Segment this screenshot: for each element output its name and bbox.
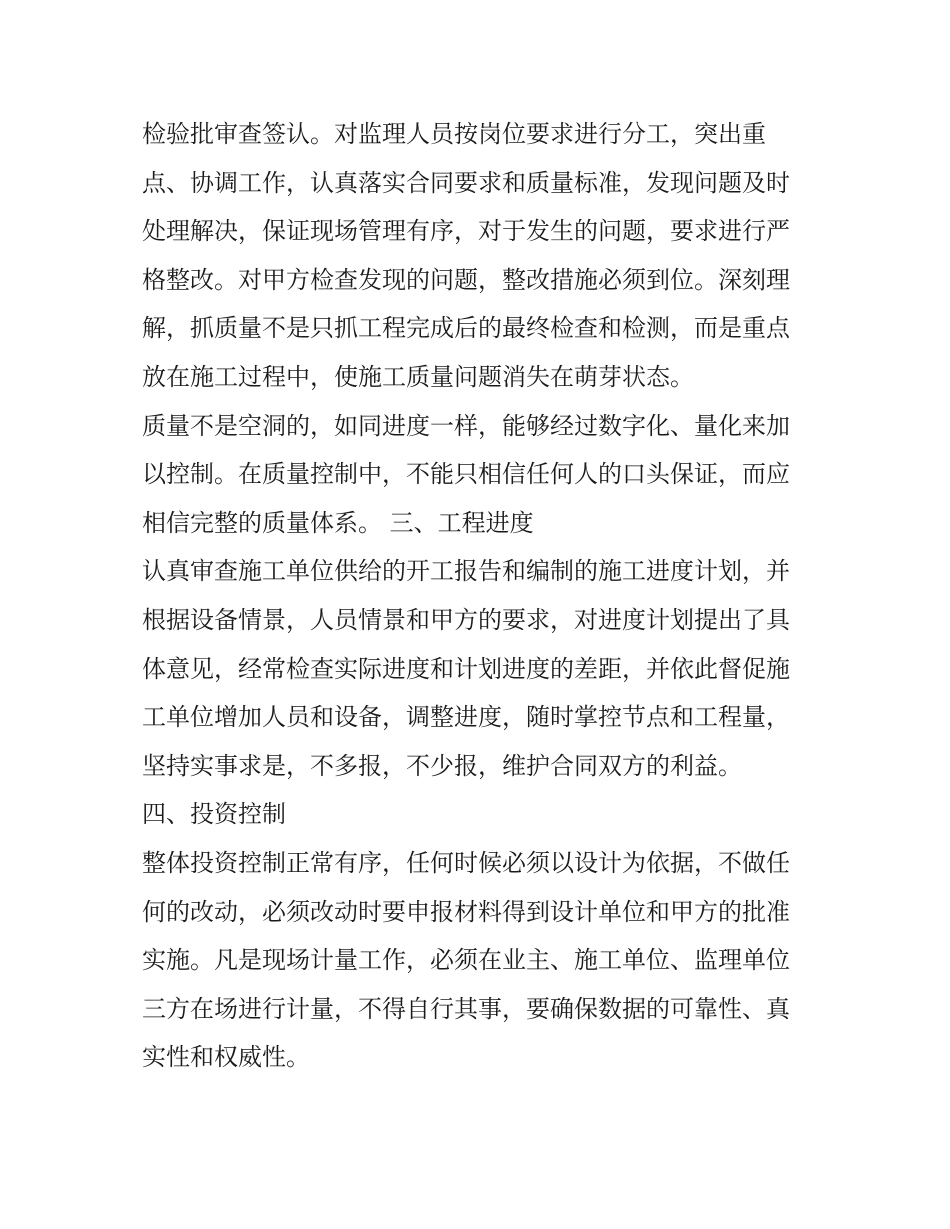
text-line: 整体投资控制正常有序，任何时候必须以设计为依据，不做任: [142, 848, 790, 877]
section-heading: 四、投资控制: [142, 800, 286, 829]
text-line: 检验批审查签认。对监理人员按岗位要求进行分工，突出重: [142, 120, 766, 148]
text-line: 实性和权威性。: [142, 1043, 310, 1072]
text-line: 解，抓质量不是只抓工程完成后的最终检查和检测，而是重点: [142, 314, 790, 343]
text-line: 何的改动，必须改动时要申报材料得到设计单位和甲方的批准: [142, 897, 790, 926]
text-line: 质量不是空洞的，如同进度一样，能够经过数字化、量化来加: [142, 411, 790, 440]
text-line: 实施。凡是现场计量工作，必须在业主、施工单位、监理单位: [142, 946, 790, 975]
text-line: 处理解决，保证现场管理有序，对于发生的问题，要求进行严: [142, 217, 790, 246]
text-line: 认真审查施工单位供给的开工报告和编制的施工进度计划，并: [142, 557, 790, 586]
text-line: 放在施工过程中，使施工质量问题消失在萌芽状态。: [142, 362, 694, 391]
text-line: 工单位增加人员和设备，调整进度，随时掌控节点和工程量，: [142, 703, 790, 732]
text-line: 格整改。对甲方检查发现的问题，整改措施必须到位。深刻理: [142, 265, 790, 294]
text-line: 三方在场进行计量，不得自行其事，要确保数据的可靠性、真: [142, 994, 790, 1023]
text-line: 坚持实事求是，不多报，不少报，维护合同双方的利益。: [142, 751, 742, 780]
text-line: 点、协调工作，认真落实合同要求和质量标准，发现问题及时: [142, 168, 790, 197]
text-line: 相信完整的质量体系。 三、工程进度: [142, 508, 534, 537]
text-line: 以控制。在质量控制中，不能只相信任何人的口头保证，而应: [142, 460, 790, 489]
text-line: 根据设备情景，人员情景和甲方的要求，对进度计划提出了具: [142, 605, 790, 634]
text-line: 体意见，经常检查实际进度和计划进度的差距，并依此督促施: [142, 654, 790, 683]
body-text: [142, 110, 822, 1082]
